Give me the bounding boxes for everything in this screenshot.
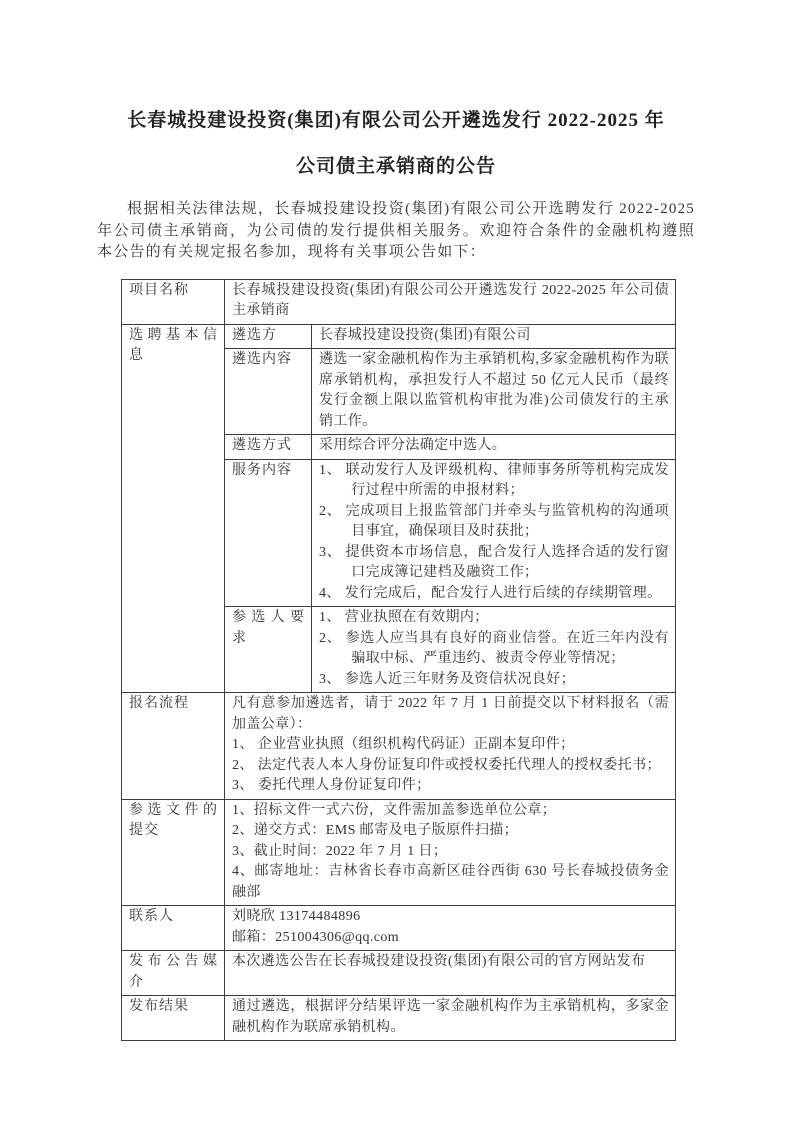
project-name-label: 项目名称 (122, 279, 225, 324)
title-line-2: 公司债主承销商的公告 (295, 156, 496, 177)
registration-process-value (225, 693, 676, 800)
announcement-media-row (122, 951, 676, 996)
service-item: 2、 完成项目上报监管部门并牵头与监管机构的沟通项目事宜，确保项目及时获批； (319, 503, 670, 539)
registration-item: 2、 法定代表人本人身份证复印件或授权委托代理人的授权委托书； (232, 757, 661, 773)
selection-method-value: 采用综合评分法确定中选人。 (312, 435, 676, 460)
selector-label: 遴选方 (225, 324, 312, 349)
participant-requirements-value (312, 607, 676, 693)
announcement-table (121, 279, 676, 1042)
contact-line: 刘晓欣 13174484896 (232, 909, 361, 924)
contact-label: 联系人 (122, 906, 225, 951)
registration-items (232, 735, 669, 797)
requirement-item: 2、 参选人应当具有良好的商业信誉。在近三年内没有骗取中标、严重违约、被责令停业等情况； (319, 630, 670, 666)
registration-item: 3、 委托代理人身份证复印件； (232, 778, 431, 793)
submission-row (122, 799, 676, 906)
service-item: 4、 发行完成后，配合发行人进行后续的存续期管理。 (319, 585, 662, 601)
announcement-media-value: 本次遴选公告在长春城投建设投资(集团)有限公司的官方网站发布 (225, 951, 676, 996)
selector-row (122, 324, 676, 349)
service-content-value (312, 459, 676, 607)
title-line-1: 长春城投建设投资(集团)有限公司公开遴选发行 2022-2025 年 (127, 110, 665, 131)
service-content-label: 服务内容 (225, 459, 312, 607)
project-name-row (122, 279, 676, 324)
registration-process-row (122, 693, 676, 800)
page-title (97, 98, 695, 190)
participant-requirements-label: 参选人要求 (225, 607, 312, 693)
service-item: 3、 提供资本市场信息，配合发行人选择合适的发行窗口完成簿记建档及融资工作； (319, 544, 670, 580)
basic-info-label: 选聘基本信息 (122, 324, 225, 693)
registration-process-label: 报名流程 (122, 693, 225, 800)
announcement-media-label: 发布公告媒介 (122, 951, 225, 996)
submission-item: 3、截止时间：2022 年 7 月 1 日； (232, 843, 448, 859)
result-value: 通过遴选，根据评分结果评选一家金融机构作为主承销机构，多家金融机构作为联席承销机构。 (225, 996, 676, 1041)
contact-line: 邮箱：251004306@qq.com (232, 929, 400, 945)
result-label: 发布结果 (122, 996, 225, 1041)
intro-paragraph: 根据相关法律法规，长春城投建设投资(集团)有限公司公开选聘发行 2022-2025 年公司债主承销商，为公司债的发行提供相关服务。欢迎符合条件的金融机构遵照本公告的有关规定报名参加，现将有关事项公告如下： (97, 201, 695, 260)
contact-value (225, 906, 676, 951)
requirement-item: 1、 营业执照在有效期内； (319, 610, 489, 625)
submission-value (225, 799, 676, 906)
submission-label: 参选文件的提交 (122, 799, 225, 906)
selection-method-label: 遴选方式 (225, 435, 312, 460)
contact-row (122, 906, 676, 951)
project-name-value: 长春城投建设投资(集团)有限公司公开遴选发行 2022-2025 年公司债主承销商 (225, 279, 676, 324)
service-item: 1、 联动发行人及评级机构、律师事务所等机构完成发行过程中所需的申报材料； (319, 462, 670, 498)
requirement-item: 3、 参选人近三年财务及资信状况良好； (319, 671, 576, 687)
submission-item: 4、邮寄地址：吉林省长春市高新区硅谷西街 630 号长春城投债务金融部 (232, 864, 670, 900)
submission-item: 1、招标文件一式六份，文件需加盖参选单位公章； (232, 802, 557, 818)
selection-content-label: 遴选内容 (225, 349, 312, 435)
registration-lead: 凡有意参加遴选者，请于 2022 年 7 月 1 日前提交以下材料报名（需加盖公章）： (232, 696, 670, 732)
selector-value: 长春城投建设投资(集团)有限公司 (312, 324, 676, 349)
registration-item: 1、 企业营业执照（组织机构代码证）正副本复印件； (232, 737, 575, 752)
result-row (122, 996, 676, 1041)
submission-item: 2、递交方式：EMS 邮寄及电子版原件扫描； (232, 823, 519, 838)
selection-content-value: 遴选一家金融机构作为主承销机构,多家金融机构作为联席承销机构，承担发行人不超过 50 亿元人民币（最终发行金额上限以监管机构审批为准)公司债发行的主承销工作。 (312, 349, 676, 435)
